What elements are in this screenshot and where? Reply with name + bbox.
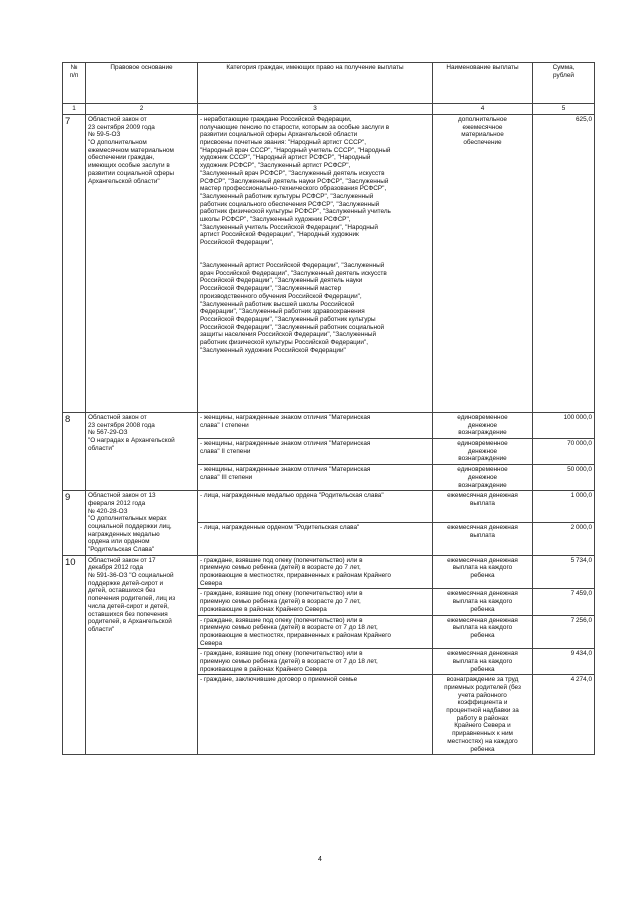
citizen-category: - граждане, взявшие под опеку (попечительство) или в приемную семью ребенка (детей) в возрасте от 7 до 18 лет, проживающие в местностях, приравненных к районам Крайнего Севера xyxy=(198,615,433,649)
header-amount: Сумма, рублей xyxy=(533,63,595,104)
legal-basis: Областной закон от 23 сентября 2008 года № 567-29-ОЗ "О наградах в Архангельской области" xyxy=(86,413,198,491)
citizen-category: - женщины, награжденные знаком отличия "Материнская слава" II степени xyxy=(198,439,433,465)
payment-amount: 5 734,0 xyxy=(533,555,595,589)
payment-name: ежемесячная денежная выплата на каждого ребенка xyxy=(433,615,533,649)
column-number: 4 xyxy=(433,104,533,115)
row-number-text: 7 xyxy=(65,116,71,127)
payment-name: ежемесячная денежная выплата xyxy=(433,523,533,555)
payment-name: единовременное денежное вознаграждение xyxy=(433,465,533,491)
payment-amount: 7 459,0 xyxy=(533,589,595,615)
row-number-text: 9 xyxy=(65,492,71,504)
table-header-row xyxy=(63,63,595,104)
legal-basis: Областной закон от 13 февраля 2012 года № 420-28-ОЗ "О дополнительных мерах социальной поддержки лиц, награжденных медалью ордена или орденом "Родительская Слава" xyxy=(86,491,198,556)
column-number: 3 xyxy=(198,104,433,115)
payment-amount: 1 000,0 xyxy=(533,491,595,523)
column-numbers-row xyxy=(63,104,595,115)
payment-amount: 4 274,0 xyxy=(533,675,595,755)
citizen-category: - граждане, взявшие под опеку (попечительство) или в приемную семью ребенка (детей) в возрасте до 7 лет, проживающие в местностях, приравненных к районам Крайнего Севера xyxy=(198,555,433,589)
page-number: 4 xyxy=(318,856,322,863)
citizen-category: - граждане, взявшие под опеку (попечительство) или в приемную семью ребенка (детей) в возрасте до 7 лет, проживающие в районах Крайнего Севера xyxy=(198,589,433,615)
legal-basis: Областной закон от 23 сентября 2009 года № 59-5-ОЗ "О дополнительном ежемесячном материальном обеспечении граждан, имеющих особые заслуги в развитии социальной сферы Архангельской области" xyxy=(86,115,198,413)
payment-name: ежемесячная денежная выплата на каждого ребенка xyxy=(433,589,533,615)
payment-amount: 625,0 xyxy=(533,115,595,413)
payment-name: ежемесячная денежная выплата xyxy=(433,491,533,523)
column-number: 1 xyxy=(63,104,86,115)
payment-name: единовременное денежное вознаграждение xyxy=(433,439,533,465)
payment-amount: 70 000,0 xyxy=(533,439,595,465)
payment-name: ежемесячная денежная выплата на каждого ребенка xyxy=(433,649,533,675)
payment-amount: 9 434,0 xyxy=(533,649,595,675)
table-row xyxy=(63,555,595,589)
payment-amount: 2 000,0 xyxy=(533,523,595,555)
citizen-category: - лица, награжденные медалью ордена "Родительская слава" xyxy=(198,491,433,523)
header-payname: Наименование выплаты xyxy=(433,63,533,104)
row-number xyxy=(63,555,86,755)
column-number: 5 xyxy=(533,104,595,115)
payment-name: дополнительное ежемесячное материальное обеспечение xyxy=(433,115,533,413)
row-number-text: 8 xyxy=(65,414,71,425)
citizen-category: - лица, награжденные орденом "Родительская слава" xyxy=(198,523,433,555)
row-number xyxy=(63,115,86,413)
row-number xyxy=(63,413,86,491)
column-number: 2 xyxy=(86,104,198,115)
payment-amount: 50 000,0 xyxy=(533,465,595,491)
benefits-table xyxy=(62,62,595,755)
legal-basis: Областной закон от 17 декабря 2012 года № 591-36-ОЗ "О социальной поддержке детей-сирот и детей, оставшихся без попечения родителей, лиц из числа детей-сирот и детей, оставшихся без попечения родителей, в Архангельской области" xyxy=(86,555,198,755)
table-row xyxy=(63,115,595,413)
header-basis: Правовое основание xyxy=(86,63,198,104)
header-num: № п/п xyxy=(63,63,86,104)
citizen-category: - граждане, взявшие под опеку (попечительство) или в приемную семью ребенка (детей) в возрасте от 7 до 18 лет, проживающие в районах Крайнего Севера xyxy=(198,649,433,675)
citizen-category: - женщины, награжденные знаком отличия "Материнская слава" I степени xyxy=(198,413,433,439)
row-number-text: 10 xyxy=(65,556,76,568)
table-row xyxy=(63,413,595,439)
payment-amount: 7 256,0 xyxy=(533,615,595,649)
row-number xyxy=(63,491,86,556)
payment-name: вознаграждение за труд приемных родителей (без учета районного коэффициента и процентной надбавки за работу в районах Крайнего Севера и приравненных к ним местностях) на каждого ребенка xyxy=(433,675,533,755)
header-category: Категория граждан, имеющих право на получение выплаты xyxy=(198,63,433,104)
citizen-category: - неработающие граждане Российской Федерации, получающие пенсию по старости, которым за особые заслуги в развитии социальной сферы Архангельской области присвоены почетные звания: "Народный артист СССР", "Народный врач СССР", "Народный учитель СССР", "Народный художник СССР", "Народный артист РСФСР", "Народный художник РСФСР", "Заслуженный артист РСФСР", "Заслуженный врач РСФСР", "Заслуженный деятель искусств РСФСР", "Заслуженный деятель науки РСФСР", "Заслуженный мастер профессионально-технического образования РСФСР", "Заслуженный работник культуры РСФСР", "Заслуженный работник социального обеспечения РСФСР", "Заслуженный работник физической культуры РСФСР", "Заслуженный учитель школы РСФСР", "Заслуженный художник РСФСР", "Заслуженный учитель Российской Федерации", "Народный артист Российской Федерации", "Народный художник Российской Федерации", "Заслуженный артист Российской Федерации", "Заслуженный врач Российской Федерации", "Заслуженный деятель искусств Российской Федерации", "Заслуженный деятель науки Российской Федерации", "Заслуженный мастер производственного обучения Российской Федерации", "Заслуженный работник высшей школы Российской Федерации", "Заслуженный работник здравоохранения Российской Федерации", "Заслуженный работник культуры Российской Федерации", "Заслуженный работник социальной защиты населения Российской Федерации", "Заслуженный работник физической культуры Российской Федерации", "Заслуженный художник Российской Федерации" xyxy=(198,115,433,413)
citizen-category: - граждане, заключившие договор о приемной семье xyxy=(198,675,433,755)
payment-name: единовременное денежное вознаграждение xyxy=(433,413,533,439)
citizen-category: - женщины, награжденные знаком отличия "Материнская слава" III степени xyxy=(198,465,433,491)
payment-amount: 100 000,0 xyxy=(533,413,595,439)
payment-name: ежемесячная денежная выплата на каждого ребенка xyxy=(433,555,533,589)
table-row xyxy=(63,491,595,523)
